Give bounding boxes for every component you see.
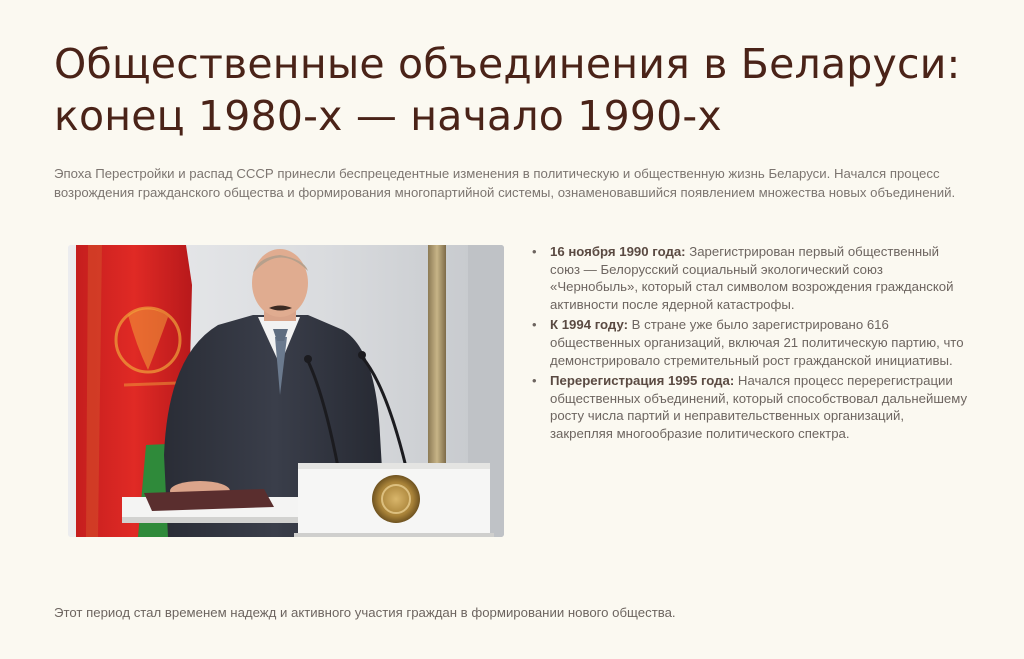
bullet-lead: К 1994 году: [550,317,628,333]
state-emblem-icon [372,475,420,523]
bullet-text: Зарегистрирован первый общественный союз — Белорусский социальный экологический союз «Чернобыль», который стал символом возрождения гражданской активности после ядерной катастрофы. [550,244,954,312]
bullet-text: В стране уже было зарегистрировано 616 общественных организаций, включая 21 политическую партию, что демонстрировало стремительный рост гражданской инициативы. [550,317,964,368]
list-item [530,243,970,313]
slide-title: Общественные объединения в Беларуси: конец 1980-х — начало 1990-х [54,40,961,140]
list-item [530,372,970,442]
bullet-lead: Перерегистрация 1995 года: [550,373,735,389]
speaker-photo [68,245,504,537]
bullet-lead: 16 ноября 1990 года: [550,244,686,259]
list-item [530,316,970,369]
bullet-text: Начался процесс перерегистрации общественных объединений, который способствовал дальнейшему росту числа партий и неправительственных организаций, закрепляя многообразие политического спектра. [550,373,968,441]
intro-paragraph: Эпоха Перестройки и распад СССР принесли беспрецедентные изменения в политическую и общественную жизнь Беларуси. Начался процесс возрождения гражданского общества и формирования многопартийной системы, ознаменовавшийся появлением множества новых объединений. [54,166,956,200]
timeline-bullet-list [530,243,970,446]
footer-summary: Этот период стал временем надежд и активного участия граждан в формировании нового общества. [54,605,676,620]
